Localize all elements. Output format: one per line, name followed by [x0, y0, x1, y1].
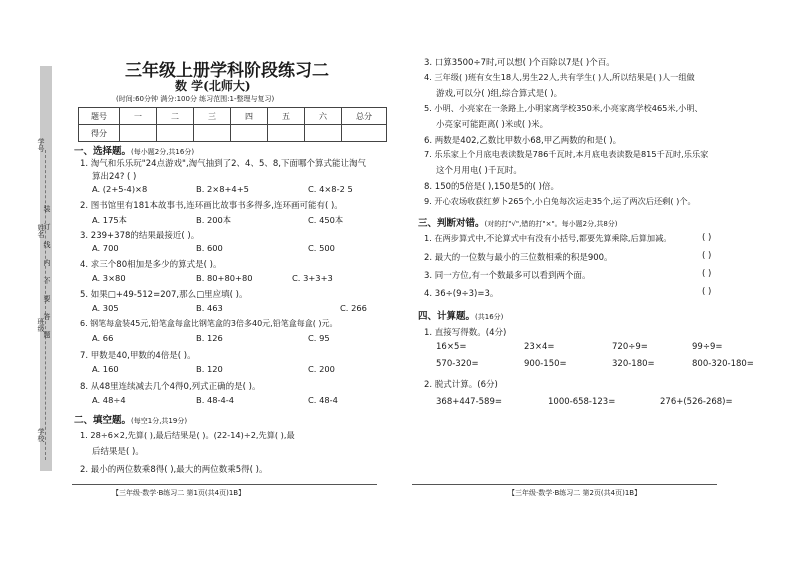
- option: C. 450本: [308, 215, 344, 225]
- page-footer: 【三年级·数学·B练习二 第1页(共4页)1B】: [112, 489, 246, 497]
- score-input-cell[interactable]: [120, 125, 157, 142]
- cut-line: [45, 150, 48, 460]
- calc-item: 570-320=: [436, 359, 479, 369]
- option: B. 120: [196, 364, 223, 374]
- question-text: 这个月用电( )千瓦时。: [436, 166, 522, 176]
- score-input-cell[interactable]: [342, 125, 387, 142]
- calc-item: 99÷9=: [692, 342, 723, 352]
- section-note: (每空1分,共19分): [131, 417, 188, 425]
- question-text: 3. 同一方位,有一个数最多可以看到两个面。: [424, 271, 591, 281]
- question-text: 2. 最小的两位数乘8得( ),最大的两位数乘5得( )。: [80, 465, 268, 475]
- score-cell: 五: [268, 108, 305, 125]
- question-text: 5. 如果□+49-512=207,那么□里应填( )。: [80, 290, 248, 300]
- score-input-cell[interactable]: [231, 125, 268, 142]
- score-cell: 六: [305, 108, 342, 125]
- score-input-cell[interactable]: [268, 125, 305, 142]
- page-footer: 【三年级·数学·B练习二 第2页(共4页)1B】: [508, 489, 642, 497]
- score-cell: 题号: [79, 108, 120, 125]
- score-input-cell[interactable]: [194, 125, 231, 142]
- question-text: 1. 在两步算式中,不论算式中有没有小括号,都要先算乘除,后算加减。: [424, 233, 672, 243]
- option: A. 66: [92, 333, 114, 343]
- calc-subtitle: 1. 直接写得数。(4分): [424, 328, 507, 338]
- option: A. 3×80: [92, 273, 126, 283]
- score-input-cell[interactable]: [157, 125, 194, 142]
- option: A. (2+5-4)×8: [92, 184, 148, 194]
- binding-label-class: 班级: [37, 318, 45, 332]
- option: A. 305: [92, 303, 119, 313]
- question-text: 1. 淘气和乐乐玩"24点游戏",淘气抽到了2、4、5、8,下面哪个算式能让淘气: [80, 159, 366, 169]
- binding-label-student-id: 学号: [37, 138, 45, 152]
- section-choice-heading: [74, 143, 194, 157]
- question-text: 6. 两数是402,乙数比甲数小68,甲乙两数的和是( )。: [424, 136, 622, 146]
- section-title: 四、计算题。: [418, 311, 476, 322]
- calc-item: 800-320-180=: [692, 359, 754, 369]
- option: C. 500: [308, 243, 335, 253]
- question-text: 4. 36÷(9÷3)=3。: [424, 289, 499, 299]
- question-text: 4. 三年级( )班有女生18人,男生22人,共有学生( )人,所以结果是( )人一组做: [424, 72, 695, 82]
- page-title: 三年级上册学科阶段练习二: [125, 61, 329, 81]
- answer-blank[interactable]: ( ): [702, 233, 712, 243]
- calc-item: 276+(526-268)=: [660, 397, 733, 407]
- option: C. 4×8-2 5: [308, 184, 353, 194]
- calc-item: 900-150=: [524, 359, 567, 369]
- question-text: 算出24? ( ): [92, 172, 137, 182]
- answer-blank[interactable]: ( ): [702, 269, 712, 279]
- binding-label-school: 学校: [37, 428, 45, 442]
- exam-meta: (时间:60分钟 满分:100分 练习范围:1-整理与复习): [116, 95, 275, 103]
- calc-item: 1000-658-123=: [548, 397, 616, 407]
- score-table-header-row: [79, 108, 387, 125]
- subject-label: 数 学(北师大): [175, 79, 251, 93]
- score-cell: 二: [157, 108, 194, 125]
- option: A. 48÷4: [92, 395, 126, 405]
- option: B. 126: [196, 333, 223, 343]
- score-table-score-row: [79, 125, 387, 142]
- question-text: 3. 239+378的结果最接近( )。: [80, 231, 200, 241]
- question-text: 3. 口算3500÷7时,可以想( )个百除以7是( )个百。: [424, 58, 615, 68]
- footer-rule: [72, 484, 377, 485]
- option: B. 200本: [196, 215, 232, 225]
- question-text: 1. 28÷6×2,先算( ),最后结果是( )。(22-14)÷2,先算( ),最: [80, 430, 295, 440]
- option: C. 48-4: [308, 395, 338, 405]
- answer-blank[interactable]: ( ): [702, 287, 712, 297]
- question-text: 9. 开心农场收获红萝卜265个,小白兔每次运走35个,运了两次后还剩( )个。: [424, 196, 696, 206]
- question-text: 8. 从48里连续减去几个4得0,列式正确的是( )。: [80, 382, 261, 392]
- question-text: 8. 150的5倍是( ),150是5的( )倍。: [424, 182, 559, 192]
- option: B. 463: [196, 303, 223, 313]
- calc-item: 16×5=: [436, 342, 467, 352]
- question-text: 4. 求三个80相加是多少的算式是( )。: [80, 260, 222, 270]
- score-cell: 四: [231, 108, 268, 125]
- section-note: (对的打"√",错的打"×"。每小题2分,共8分): [484, 220, 618, 228]
- question-text: 2. 最大的一位数与最小的三位数相乘的积是900。: [424, 253, 613, 263]
- question-text: 后结果是( )。: [92, 447, 144, 457]
- score-cell: 一: [120, 108, 157, 125]
- question-text: 小亮家可能距离( )米或( )米。: [436, 120, 549, 130]
- binding-label-name: 姓名: [37, 224, 45, 238]
- option: B. 48-4-4: [196, 395, 235, 405]
- score-cell: 得分: [79, 125, 120, 142]
- option: C. 95: [308, 333, 330, 343]
- calc-item: 368+447-589=: [436, 397, 502, 407]
- option: C. 200: [308, 364, 335, 374]
- section-title: 二、填空题。: [74, 415, 132, 426]
- option: B. 600: [196, 243, 223, 253]
- calc-subtitle: 2. 脱式计算。(6分): [424, 380, 498, 390]
- calc-item: 720÷9=: [612, 342, 648, 352]
- calc-item: 320-180=: [612, 359, 655, 369]
- option: A. 160: [92, 364, 119, 374]
- section-judge-heading: [418, 215, 618, 229]
- score-cell: 三: [194, 108, 231, 125]
- score-table: [78, 107, 387, 142]
- question-text: 7. 甲数是40,甲数的4倍是( )。: [80, 351, 196, 361]
- section-note: (共16分): [475, 313, 504, 321]
- score-input-cell[interactable]: [305, 125, 342, 142]
- question-text: 游戏,可以分( )组,综合算式是( )。: [436, 89, 563, 99]
- section-title: 一、选择题。: [74, 146, 132, 157]
- section-note: (每小题2分,共16分): [131, 148, 195, 156]
- question-text: 5. 小明、小亮家在一条路上,小明家离学校350米,小亮家离学校465米,小明、: [424, 103, 703, 113]
- answer-blank[interactable]: ( ): [702, 251, 712, 261]
- option: C. 266: [340, 303, 367, 313]
- question-text: 2. 图书馆里有181本故事书,连环画比故事书多得多,连环画可能有( )。: [80, 201, 343, 211]
- option: C. 3+3+3: [292, 273, 333, 283]
- footer-rule: [412, 484, 717, 485]
- section-title: 三、判断对错。: [418, 218, 485, 229]
- question-text: 7. 乐乐家上个月底电表读数是786千瓦时,本月底电表读数是815千瓦时,乐乐家: [424, 149, 709, 159]
- calc-item: 23×4=: [524, 342, 555, 352]
- score-cell: 总分: [342, 108, 387, 125]
- option: B. 2×8+4+5: [196, 184, 249, 194]
- option: A. 700: [92, 243, 119, 253]
- section-calc-heading: [418, 308, 503, 322]
- option: B. 80+80+80: [196, 273, 253, 283]
- option: A. 175本: [92, 215, 127, 225]
- section-fill-heading: [74, 412, 187, 426]
- question-text: 6. 钢笔每盒装45元,铅笔盒每盒比钢笔盒的3倍多40元,铅笔盒每盒( )元。: [80, 319, 338, 328]
